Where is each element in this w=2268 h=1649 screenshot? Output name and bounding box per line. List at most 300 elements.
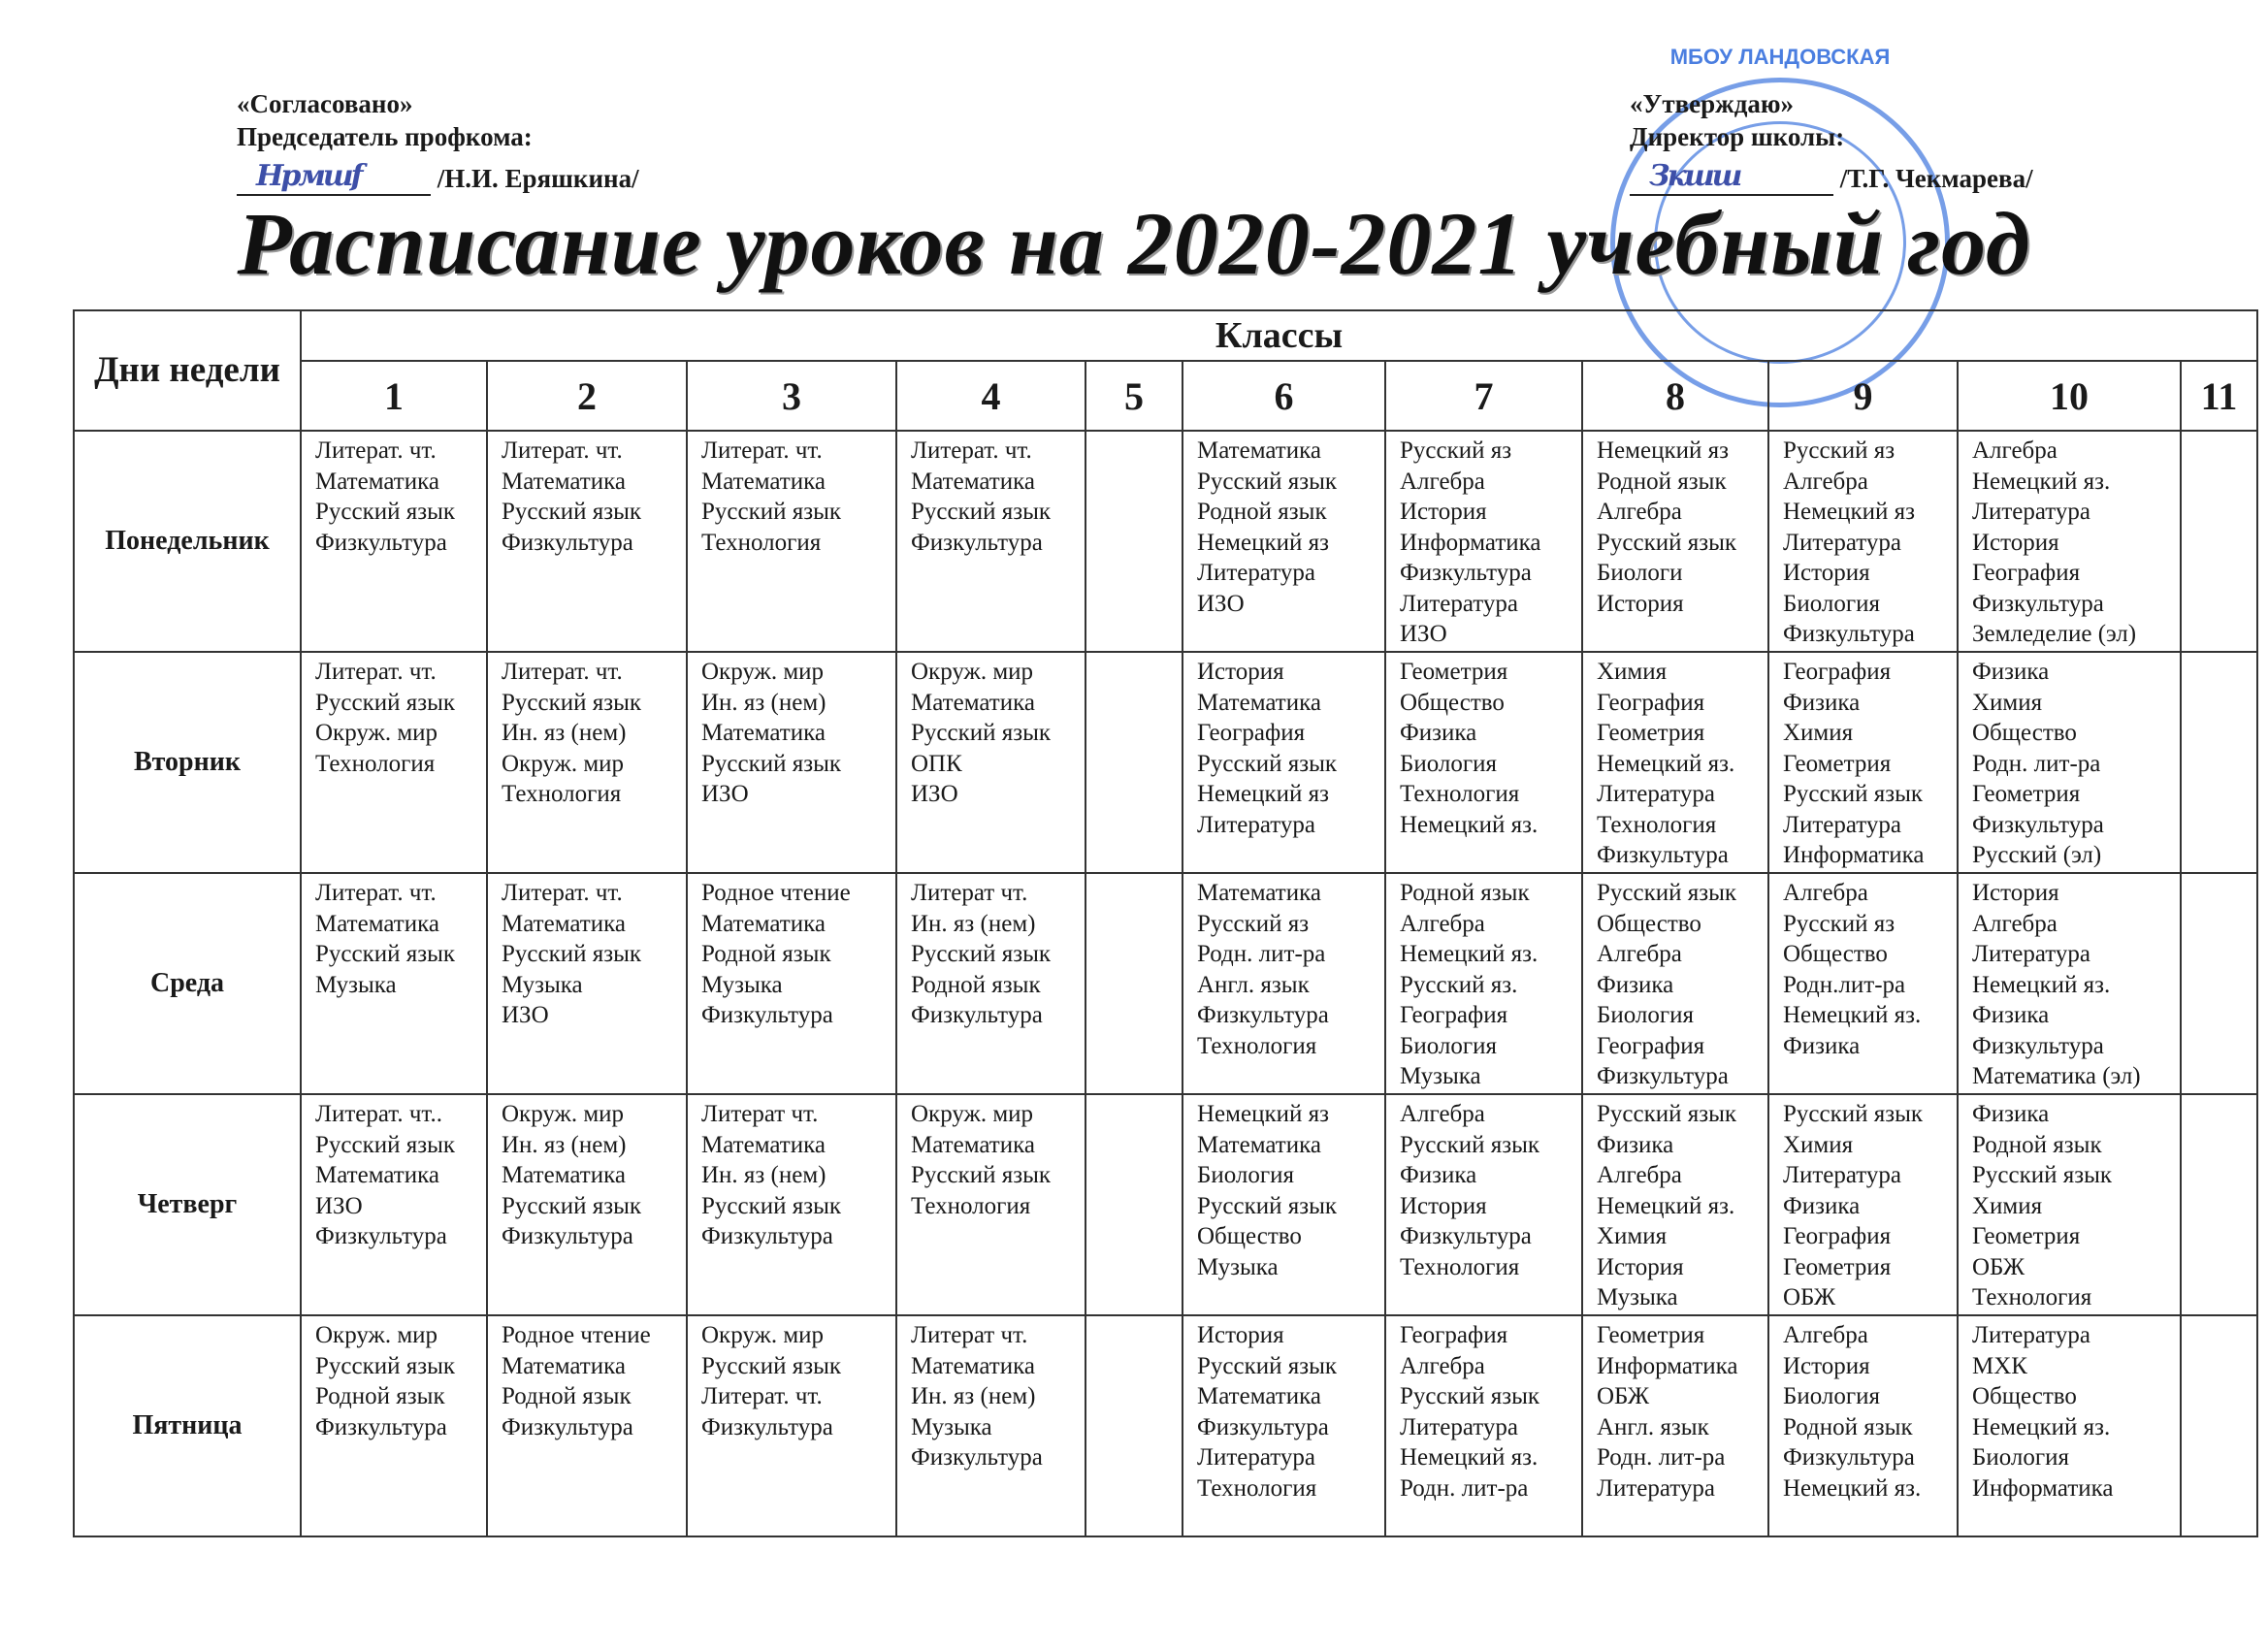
- lesson: Русский язык: [315, 689, 456, 716]
- lesson: Русский язык: [315, 1352, 456, 1379]
- schedule-cell: [1183, 652, 1385, 873]
- lesson: Математика: [701, 720, 826, 746]
- lesson: История: [1400, 499, 1487, 525]
- lesson: История: [1597, 1253, 1684, 1280]
- lesson: Технология: [1197, 1474, 1317, 1502]
- lesson: Биология: [1400, 750, 1498, 777]
- lesson: ИЗО: [911, 781, 958, 807]
- lesson: Алгебра: [1400, 1101, 1485, 1127]
- lesson: Окруж. мир: [911, 659, 1034, 685]
- lesson: Родн. лит-ра: [1197, 941, 1326, 967]
- lesson: Окруж. мир: [701, 659, 825, 685]
- lesson: Земледелие (эл): [1972, 621, 2137, 647]
- class-header-4: 4: [896, 361, 1085, 431]
- approval-right-name: /Т.Г. Чекмарева/: [1839, 164, 2033, 193]
- schedule-cell: [1768, 873, 1958, 1094]
- class-header-3: 3: [687, 361, 896, 431]
- lesson: География: [1197, 720, 1306, 746]
- schedule-cell: [1958, 652, 2181, 873]
- lesson: Ин. яз (нем): [502, 720, 627, 746]
- class-header-11: 11: [2181, 361, 2257, 431]
- schedule-cell: [1385, 431, 1582, 652]
- approval-left: [237, 87, 639, 196]
- class-header-7: 7: [1385, 361, 1582, 431]
- lesson: Биологи: [1597, 560, 1683, 586]
- lesson: Русский язык: [911, 720, 1052, 746]
- lesson: ОБЖ: [1783, 1284, 1836, 1310]
- lesson: Математика: [315, 1162, 439, 1188]
- lesson: Математика: [701, 1131, 826, 1158]
- class-header-2: 2: [487, 361, 687, 431]
- lesson: Физкультура: [502, 1413, 633, 1440]
- lesson: Математика: [701, 468, 826, 495]
- lesson: История: [1597, 590, 1684, 617]
- schedule-cell: [1385, 1315, 1582, 1536]
- schedule-cell: [1183, 873, 1385, 1094]
- lesson: Музыка: [1400, 1063, 1481, 1089]
- lesson: Литерат. чт.: [315, 880, 437, 906]
- lesson: Физика: [1783, 1032, 1861, 1059]
- lesson: Информатика: [1972, 1474, 2114, 1502]
- class-header-8: 8: [1582, 361, 1768, 431]
- table-row: [74, 873, 2257, 1094]
- lesson: Русский язык: [911, 1162, 1052, 1188]
- lesson: Немецкий яз.: [1400, 811, 1539, 838]
- lesson: История: [1972, 880, 2059, 906]
- lesson: Физкультура: [1597, 842, 1729, 868]
- schedule-cell: [1085, 1315, 1183, 1536]
- lesson: Окруж. мир: [502, 1101, 625, 1127]
- lesson: Русский язык: [701, 499, 842, 525]
- classes-header: Классы: [301, 310, 2257, 361]
- lesson: Русский язык: [701, 1192, 842, 1219]
- lesson: Литература: [1597, 1474, 1715, 1502]
- schedule-cell: [896, 431, 1085, 652]
- day-label: Среда: [74, 873, 301, 1094]
- lesson: Литература: [1972, 499, 2090, 525]
- lesson: Общество: [1972, 1383, 2077, 1409]
- lesson: Математика: [911, 468, 1035, 495]
- lesson: Родн.лит-ра: [1783, 971, 1906, 998]
- schedule-cell: [1958, 431, 2181, 652]
- lesson: Физкультура: [1972, 1032, 2104, 1059]
- lesson: Литерат. чт.: [701, 1383, 823, 1409]
- page-title: Расписание уроков на 2020-2021 учебный год: [237, 194, 2031, 293]
- lesson: Общество: [1400, 689, 1505, 716]
- lesson: Русский язык: [1197, 1352, 1338, 1379]
- lesson: Биология: [1197, 1162, 1295, 1188]
- day-label: Вторник: [74, 652, 301, 873]
- lesson: Родной язык: [1783, 1413, 1913, 1440]
- schedule-cell: [1958, 1094, 2181, 1315]
- lesson: Общество: [1972, 720, 2077, 746]
- lesson: Технология: [1400, 1253, 1520, 1280]
- lesson: Родной язык: [911, 971, 1041, 998]
- lesson: Родной язык: [1597, 468, 1727, 495]
- lesson: ИЗО: [1197, 590, 1245, 617]
- lesson: ИЗО: [502, 1002, 549, 1028]
- schedule-cell: [2181, 652, 2257, 873]
- lesson: Русский язык: [315, 941, 456, 967]
- lesson: Немецкий яз.: [1972, 971, 2111, 998]
- schedule-cell: [896, 1315, 1085, 1536]
- lesson: Литература: [1972, 941, 2090, 967]
- schedule-cell: [2181, 873, 2257, 1094]
- lesson: Геометрия: [1972, 1223, 2081, 1249]
- approval-left-name: /Н.И. Еряшкина/: [437, 164, 639, 193]
- lesson: Окруж. мир: [315, 720, 438, 746]
- lesson: Музыка: [1197, 1253, 1279, 1280]
- lesson: ОБЖ: [1597, 1383, 1650, 1409]
- lesson: Музыка: [315, 971, 397, 998]
- lesson: Русский язык: [315, 1131, 456, 1158]
- lesson: Родной язык: [1197, 499, 1327, 525]
- lesson: Литерат. чт.: [701, 437, 823, 464]
- schedule-cell: [1385, 1094, 1582, 1315]
- lesson: Ин. яз (нем): [701, 689, 826, 716]
- lesson: Алгебра: [1972, 910, 2057, 937]
- lesson: Геометрия: [1783, 1253, 1892, 1280]
- lesson: Родной язык: [701, 941, 831, 967]
- lesson: Физкультура: [315, 529, 447, 556]
- lesson: Технология: [315, 750, 436, 777]
- schedule-cell: [687, 1315, 896, 1536]
- lesson: Физкультура: [502, 1223, 633, 1249]
- lesson: Геометрия: [1400, 659, 1508, 685]
- schedule-cell: [1582, 1315, 1768, 1536]
- lesson: Русский язык: [911, 499, 1052, 525]
- lesson: Физкультура: [1783, 621, 1915, 647]
- lesson: География: [1597, 1032, 1705, 1059]
- lesson: Русский яз.: [1400, 971, 1518, 998]
- lesson: Технология: [502, 781, 622, 807]
- lesson: Литерат. чт.: [502, 437, 623, 464]
- lesson: Химия: [1783, 720, 1854, 746]
- lesson: Математика: [911, 1352, 1035, 1379]
- lesson: Русский язык: [502, 689, 642, 716]
- lesson: Физкультура: [1783, 1444, 1915, 1471]
- lesson: Физкультура: [701, 1413, 833, 1440]
- lesson: Физкультура: [315, 1223, 447, 1249]
- lesson: Физика: [1400, 720, 1477, 746]
- schedule-cell: [1385, 652, 1582, 873]
- lesson: Технология: [1597, 811, 1717, 838]
- lesson: Русский язык: [1783, 781, 1924, 807]
- lesson: Математика: [1197, 1383, 1321, 1409]
- lesson: ИЗО: [1400, 621, 1447, 647]
- schedule-cell: [1582, 873, 1768, 1094]
- schedule-cell: [1385, 873, 1582, 1094]
- lesson: Химия: [1597, 659, 1668, 685]
- schedule-cell: [896, 873, 1085, 1094]
- class-header-10: 10: [1958, 361, 2181, 431]
- lesson: Геометрия: [1597, 1322, 1705, 1348]
- schedule-cell: [487, 873, 687, 1094]
- schedule-table: [73, 309, 2258, 1537]
- table-row: [74, 431, 2257, 652]
- lesson: Немецкий яз.: [1972, 468, 2111, 495]
- schedule-cell: [2181, 1315, 2257, 1536]
- lesson: Математика: [315, 468, 439, 495]
- lesson: Физкультура: [502, 529, 633, 556]
- lesson: Физкультура: [1400, 560, 1532, 586]
- lesson: Математика: [502, 468, 626, 495]
- lesson: Алгебра: [1400, 468, 1485, 495]
- schedule-cell: [1768, 652, 1958, 873]
- table-row: [74, 1315, 2257, 1536]
- schedule-cell: [301, 431, 487, 652]
- lesson: Физкультура: [911, 1002, 1043, 1028]
- lesson: Технология: [911, 1192, 1031, 1219]
- lesson: Русский (эл): [1972, 842, 2102, 868]
- days-header: Дни недели: [74, 310, 301, 431]
- lesson: Русский яз: [1783, 910, 1895, 937]
- lesson: Химия: [1597, 1223, 1668, 1249]
- lesson: Литерат чт.: [701, 1101, 819, 1127]
- lesson: Музыка: [701, 971, 783, 998]
- lesson: Геометрия: [1972, 781, 2081, 807]
- schedule-cell: [1582, 1094, 1768, 1315]
- lesson: Физкультура: [1197, 1413, 1329, 1440]
- lesson: Ин. яз (нем): [911, 910, 1036, 937]
- lesson: Немецкий яз: [1197, 781, 1329, 807]
- lesson: Информатика: [1400, 529, 1541, 556]
- lesson: Биология: [1972, 1444, 2070, 1471]
- schedule-cell: [301, 1094, 487, 1315]
- lesson: Русский язык: [1400, 1383, 1540, 1409]
- schedule-cell: [2181, 1094, 2257, 1315]
- lesson: Биология: [1597, 1002, 1695, 1028]
- schedule-cell: [1085, 652, 1183, 873]
- lesson: Окруж. мир: [911, 1101, 1034, 1127]
- lesson: Родн. лит-ра: [1400, 1474, 1529, 1502]
- lesson: Биология: [1400, 1032, 1498, 1059]
- lesson: ОПК: [911, 750, 962, 777]
- lesson: ОБЖ: [1972, 1253, 2025, 1280]
- lesson: Общество: [1197, 1223, 1302, 1249]
- lesson: Русский язык: [502, 499, 642, 525]
- class-header-1: 1: [301, 361, 487, 431]
- lesson: Немецкий яз.: [1783, 1474, 1922, 1502]
- schedule-cell: [301, 1315, 487, 1536]
- schedule-cell: [487, 431, 687, 652]
- lesson: Литература: [1400, 590, 1518, 617]
- lesson: Физкультура: [315, 1413, 447, 1440]
- lesson: Литература: [1783, 1162, 1901, 1188]
- lesson: Окруж. мир: [502, 750, 625, 777]
- lesson: Математика: [911, 1131, 1035, 1158]
- lesson: Англ. язык: [1597, 1413, 1709, 1440]
- lesson: Немецкий яз.: [1597, 750, 1735, 777]
- lesson: Информатика: [1597, 1352, 1738, 1379]
- lesson: Русский язык: [1597, 529, 1737, 556]
- lesson: География: [1400, 1322, 1508, 1348]
- lesson: Родной язык: [1400, 880, 1530, 906]
- approval-left-heading: «Согласовано»: [237, 89, 413, 118]
- lesson: Физкультура: [911, 529, 1043, 556]
- lesson: Литерат. чт.: [911, 437, 1032, 464]
- lesson: Математика: [502, 910, 626, 937]
- lesson: Литература: [1197, 811, 1315, 838]
- schedule-cell: [687, 1094, 896, 1315]
- lesson: Русский язык: [1972, 1162, 2113, 1188]
- lesson: Русский яз: [1400, 437, 1512, 464]
- lesson: Русский язык: [502, 941, 642, 967]
- schedule-cell: [487, 1094, 687, 1315]
- lesson: Русский язык: [1597, 880, 1737, 906]
- lesson: Физика: [1400, 1162, 1477, 1188]
- lesson: Немецкий яз.: [1783, 1002, 1922, 1028]
- schedule-cell: [687, 431, 896, 652]
- lesson: Немецкий яз: [1197, 529, 1329, 556]
- approval-left-role: Председатель профкома:: [237, 122, 533, 151]
- schedule-cell: [487, 652, 687, 873]
- lesson: Немецкий яз: [1597, 437, 1729, 464]
- lesson: Литерат чт.: [911, 1322, 1028, 1348]
- lesson: Русский язык: [1197, 468, 1338, 495]
- lesson: Химия: [1783, 1131, 1854, 1158]
- schedule-cell: [896, 1094, 1085, 1315]
- lesson: Алгебра: [1783, 1322, 1868, 1348]
- lesson: Физкультура: [1597, 1063, 1729, 1089]
- lesson: История: [1197, 659, 1284, 685]
- lesson: География: [1400, 1002, 1508, 1028]
- lesson: Технология: [1197, 1032, 1317, 1059]
- schedule-cell: [301, 873, 487, 1094]
- schedule-cell: [1085, 1094, 1183, 1315]
- lesson: Химия: [1972, 1192, 2043, 1219]
- lesson: Литерат. чт..: [315, 1101, 442, 1127]
- lesson: Геометрия: [1783, 750, 1892, 777]
- schedule-cell: [687, 873, 896, 1094]
- schedule-cell: [1958, 873, 2181, 1094]
- lesson: Литерат. чт.: [502, 880, 623, 906]
- class-header-6: 6: [1183, 361, 1385, 431]
- lesson: Немецкий яз: [1197, 1101, 1329, 1127]
- lesson: Информатика: [1783, 842, 1925, 868]
- lesson: МХК: [1972, 1352, 2027, 1379]
- day-label: Четверг: [74, 1094, 301, 1315]
- lesson: История: [1783, 1352, 1870, 1379]
- lesson: География: [1972, 560, 2081, 586]
- lesson: Алгебра: [1783, 468, 1868, 495]
- lesson: Физкультура: [701, 1223, 833, 1249]
- lesson: География: [1597, 689, 1705, 716]
- table-row: [74, 652, 2257, 873]
- lesson: ИЗО: [315, 1192, 363, 1219]
- schedule-cell: [1582, 652, 1768, 873]
- lesson: Физкультура: [1400, 1223, 1532, 1249]
- lesson: Родной язык: [502, 1383, 632, 1409]
- lesson: Математика: [1197, 689, 1321, 716]
- lesson: Русский язык: [1400, 1131, 1540, 1158]
- lesson: Физика: [1972, 1002, 2050, 1028]
- lesson: Музыка: [1597, 1284, 1678, 1310]
- lesson: Математика: [911, 689, 1035, 716]
- lesson: Литература: [1400, 1413, 1518, 1440]
- lesson: Окруж. мир: [315, 1322, 438, 1348]
- lesson: История: [1783, 560, 1870, 586]
- lesson: Математика: [502, 1352, 626, 1379]
- lesson: Русский язык: [315, 499, 456, 525]
- lesson: История: [1972, 529, 2059, 556]
- lesson: Русский язык: [1597, 1101, 1737, 1127]
- lesson: География: [1783, 1223, 1892, 1249]
- lesson: Литература: [1783, 811, 1901, 838]
- lesson: Физика: [1783, 689, 1861, 716]
- lesson: Химия: [1972, 689, 2043, 716]
- lesson: Немецкий яз.: [1400, 941, 1539, 967]
- lesson: Физика: [1972, 659, 2050, 685]
- schedule-cell: [1768, 1094, 1958, 1315]
- approval-right-heading: «Утверждаю»: [1630, 89, 1795, 118]
- table-row: [74, 1094, 2257, 1315]
- schedule-cell: [1085, 873, 1183, 1094]
- class-number-row: [74, 361, 2257, 431]
- signature-right: Зкшш: [1649, 159, 1740, 193]
- lesson: Немецкий яз.: [1400, 1444, 1539, 1471]
- lesson: Литерат. чт.: [315, 659, 437, 685]
- lesson: Литература: [1783, 529, 1901, 556]
- schedule-cell: [1768, 431, 1958, 652]
- lesson: Математика: [502, 1162, 626, 1188]
- lesson: Русский язык: [701, 750, 842, 777]
- lesson: Физкультура: [911, 1444, 1043, 1471]
- lesson: Математика: [1197, 437, 1321, 464]
- lesson: Русский яз: [1783, 437, 1895, 464]
- lesson: Алгебра: [1400, 1352, 1485, 1379]
- lesson: Русский язык: [1197, 1192, 1338, 1219]
- lesson: Математика (эл): [1972, 1063, 2141, 1089]
- class-header-9: 9: [1768, 361, 1958, 431]
- lesson: Физика: [1972, 1101, 2050, 1127]
- lesson: Русский язык: [502, 1192, 642, 1219]
- lesson: Технология: [701, 529, 822, 556]
- lesson: Ин. яз (нем): [911, 1383, 1036, 1409]
- schedule-cell: [896, 652, 1085, 873]
- lesson: Англ. язык: [1197, 971, 1310, 998]
- lesson: История: [1197, 1322, 1284, 1348]
- lesson: Русский язык: [701, 1352, 842, 1379]
- schedule-cell: [1768, 1315, 1958, 1536]
- lesson: Литерат. чт.: [315, 437, 437, 464]
- lesson: Алгебра: [1597, 941, 1682, 967]
- lesson: Алгебра: [1783, 880, 1868, 906]
- lesson: Алгебра: [1597, 1162, 1682, 1188]
- lesson: Немецкий яз.: [1597, 1192, 1735, 1219]
- lesson: Музыка: [502, 971, 583, 998]
- lesson: Ин. яз (нем): [701, 1162, 826, 1188]
- lesson: Общество: [1597, 910, 1701, 937]
- approval-right-role: Директор школы:: [1630, 122, 1845, 151]
- lesson: Физика: [1783, 1192, 1861, 1219]
- lesson: Математика: [701, 910, 826, 937]
- lesson: Математика: [315, 910, 439, 937]
- lesson: Биология: [1783, 1383, 1881, 1409]
- lesson: География: [1783, 659, 1892, 685]
- lesson: Общество: [1783, 941, 1888, 967]
- lesson: Алгебра: [1597, 499, 1682, 525]
- lesson: Музыка: [911, 1413, 992, 1440]
- lesson: Родной язык: [315, 1383, 445, 1409]
- schedule-cell: [1183, 431, 1385, 652]
- lesson: Технология: [1972, 1284, 2092, 1310]
- day-label: Понедельник: [74, 431, 301, 652]
- schedule-cell: [1183, 1315, 1385, 1536]
- lesson: Физкультура: [701, 1002, 833, 1028]
- lesson: Русский язык: [1197, 750, 1338, 777]
- lesson: Литерат чт.: [911, 880, 1028, 906]
